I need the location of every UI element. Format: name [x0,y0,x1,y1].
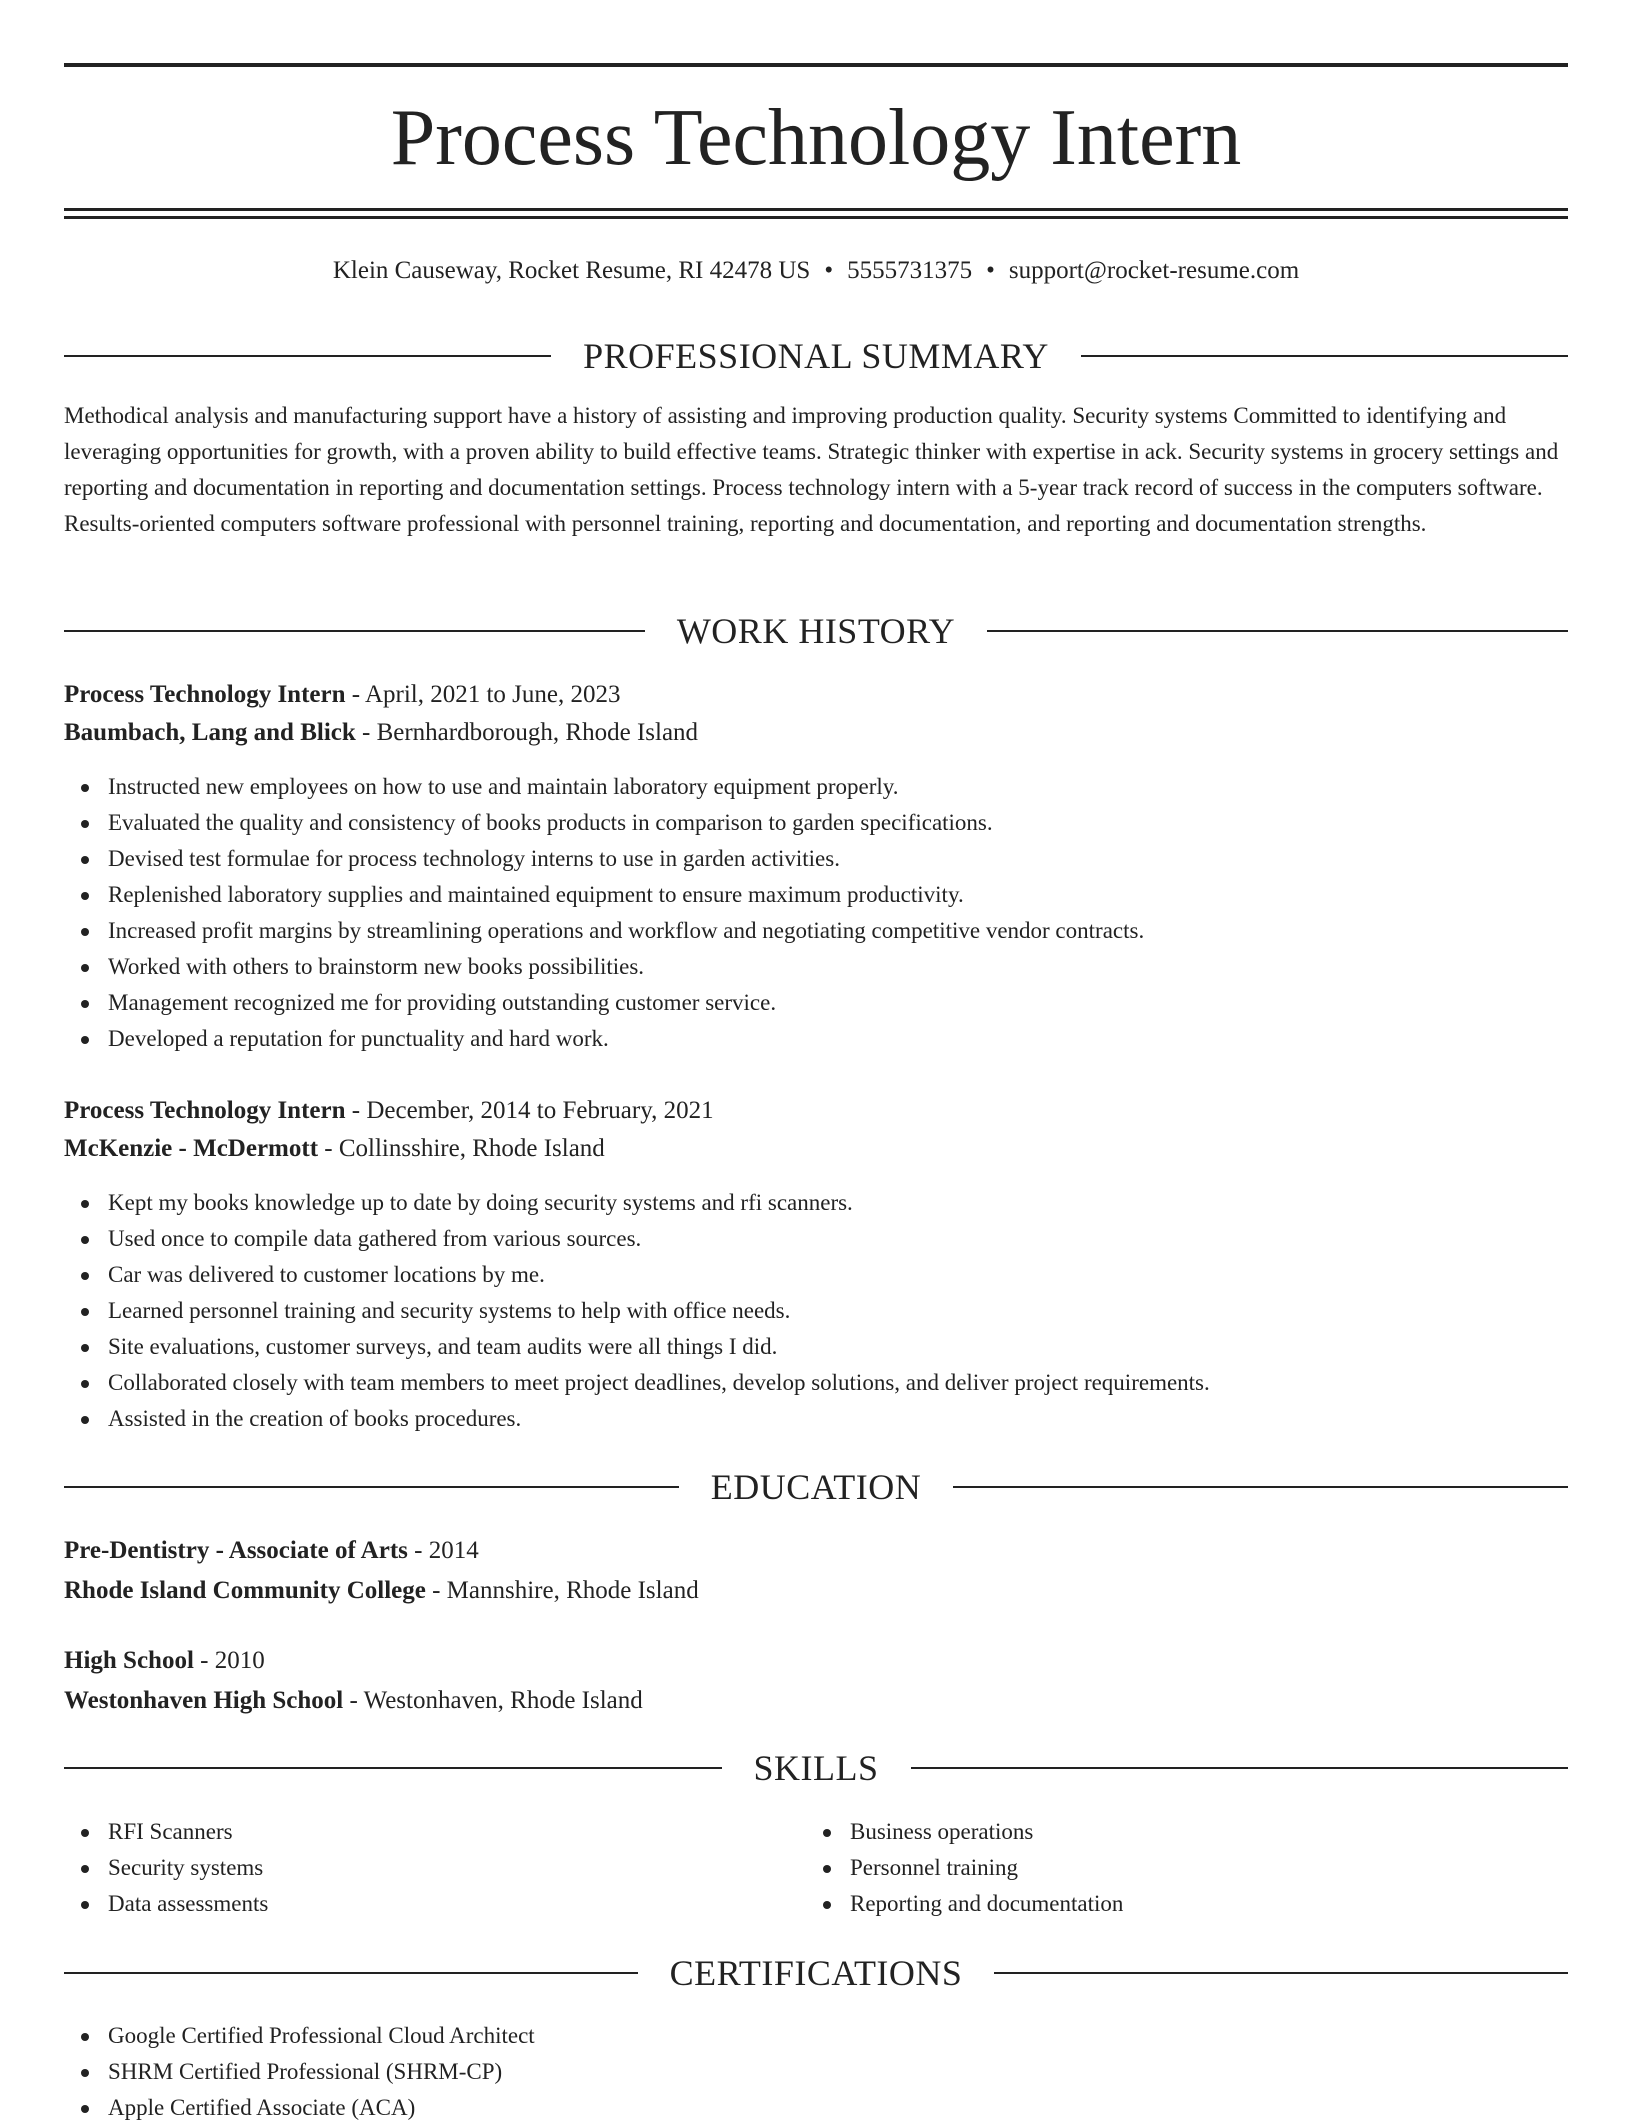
title-rule-upper [64,208,1568,211]
skill-item: Business operations [806,1814,1546,1850]
summary-text: Methodical analysis and manufacturing support have a history of assisting and improving production quality. Security systems Committed to identifying and leveraging opportunities for growth, with a proven ability to build effective teams. Strategic thinker with expertise in ack. Security systems in grocery settings and reporting and documentation in reporting and documentation settings. Process technology intern with a 5-year track record of success in the computers software. Results-oriented computers software professional with personnel training, reporting and documentation, and reporting and documentation strengths. [64,403,1559,536]
job-company: Baumbach, Lang and Blick [64,719,356,746]
skill-item: Personnel training [806,1850,1546,1886]
section-heading-work [64,609,1568,653]
top-rule [64,63,1568,67]
job-location: - Bernhardborough, Rhode Island [355,719,699,746]
contact-email: support@rocket-resume.com [1008,257,1300,284]
education-degree-line [64,1643,1568,1679]
education-location: - Westonhaven, Rhode Island [343,1687,643,1714]
section-heading-summary [64,334,1568,378]
education-school: Rhode Island Community College [64,1577,426,1604]
contact-separator: • [986,257,995,284]
heading-rule [987,630,1568,632]
job-dates: - April, 2021 to June, 2023 [345,681,621,708]
education-degree: High School [64,1647,194,1674]
list-item: Devised test formulae for process technology interns to use in garden activities. [64,841,1568,877]
heading-rule [953,1486,1568,1488]
certifications-list [64,2018,1568,2126]
list-item: Instructed new employees on how to use and maintain laboratory equipment properly. [64,769,1568,805]
certification-item: Apple Certified Associate (ACA) [64,2090,1568,2126]
job-company-line [64,1131,1568,1167]
section-heading-skills [64,1746,1568,1790]
heading-rule [64,1486,679,1488]
section-title: CERTIFICATIONS [669,1953,963,1993]
job-company: McKenzie - McDermott [64,1135,319,1162]
title-rule-lower [64,216,1568,219]
page-title: Process Technology Intern [390,94,1242,182]
list-item: Developed a reputation for punctuality and hard work. [64,1021,1568,1057]
heading-rule [64,1972,638,1974]
certification-item: SHRM Certified Professional (SHRM-CP) [64,2054,1568,2090]
list-item: Collaborated closely with team members to meet project deadlines, develop solutions, and deliver project requirements. [64,1365,1568,1401]
skills-list-left [64,1814,804,1922]
contact-phone: 5555731375 [847,257,973,284]
job-bullet-list [64,1185,1568,1437]
job-dates: - December, 2014 to February, 2021 [345,1097,714,1124]
education-school: Westonhaven High School [64,1687,344,1714]
list-item: Site evaluations, customer surveys, and team audits were all things I did. [64,1329,1568,1365]
heading-rule [911,1767,1569,1769]
skills-list-right [806,1814,1546,1922]
list-item: Learned personnel training and security systems to help with office needs. [64,1293,1568,1329]
job-title-line [64,1093,1568,1129]
section-heading-certifications [64,1951,1568,1995]
education-degree-line [64,1533,1568,1569]
heading-rule [64,630,645,632]
list-item: Kept my books knowledge up to date by doing security systems and rfi scanners. [64,1185,1568,1221]
section-title: SKILLS [753,1748,879,1788]
list-item: Used once to compile data gathered from various sources. [64,1221,1568,1257]
list-item: Management recognized me for providing outstanding customer service. [64,985,1568,1021]
job-title-line [64,677,1568,713]
list-item: Evaluated the quality and consistency of books products in comparison to garden specifications. [64,805,1568,841]
skill-item: Data assessments [64,1886,804,1922]
job-title: Process Technology Intern [64,681,346,708]
contact-address: Klein Causeway, Rocket Resume, RI 42478 US [332,257,811,284]
list-item: Car was delivered to customer locations by me. [64,1257,1568,1293]
heading-rule [64,1767,722,1769]
education-school-line [64,1683,1568,1719]
section-heading-education [64,1465,1568,1509]
job-company-line [64,715,1568,751]
skill-item: Security systems [64,1850,804,1886]
education-school-line [64,1573,1568,1609]
list-item: Replenished laboratory supplies and maintained equipment to ensure maximum productivity. [64,877,1568,913]
contact-separator: • [824,257,834,284]
section-title: EDUCATION [710,1467,922,1507]
section-title: PROFESSIONAL SUMMARY [583,336,1049,376]
heading-rule [1081,355,1568,357]
list-item: Worked with others to brainstorm new books possibilities. [64,949,1568,985]
job-location: - Collinsshire, Rhode Island [318,1135,605,1162]
list-item: Increased profit margins by streamlining operations and workflow and negotiating competitive vendor contracts. [64,913,1568,949]
certification-item: Google Certified Professional Cloud Architect [64,2018,1568,2054]
heading-rule [994,1972,1568,1974]
job-bullet-list [64,769,1568,1057]
education-year: - 2010 [193,1647,265,1674]
education-degree: Pre-Dentistry - Associate of Arts [64,1537,408,1564]
skill-item: Reporting and documentation [806,1886,1546,1922]
education-year: - 2014 [407,1537,479,1564]
section-title: WORK HISTORY [676,611,956,651]
education-location: - Mannshire, Rhode Island [425,1577,699,1604]
job-title: Process Technology Intern [64,1097,346,1124]
skill-item: RFI Scanners [64,1814,804,1850]
contact-line [64,254,1568,288]
heading-rule [64,355,551,357]
list-item: Assisted in the creation of books procedures. [64,1401,1568,1437]
